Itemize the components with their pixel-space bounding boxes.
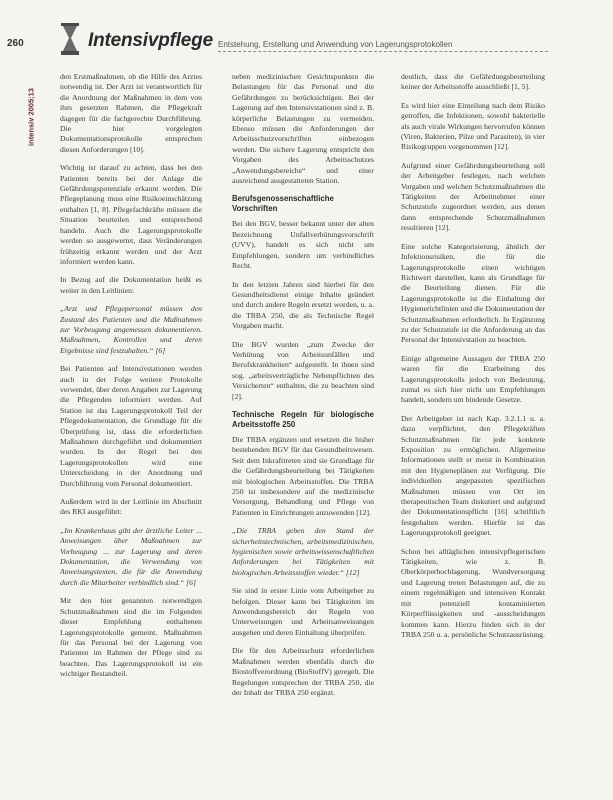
running-title: Entstehung, Erstellung und Anwendung von Lagerungsprotokollen xyxy=(218,40,453,49)
paragraph: Die BGV wurden „zum Zwecke der Verhütung von Arbeitsunfällen und Berufskrankheiten“ aufgestellt. In ihnen sind sog. „arbeitsverträgliche Nebenpflichten des Versicherten“ enthalten, die zu beachten sind [2]. xyxy=(232,339,374,401)
paragraph: In den letzten Jahren sind hierbei für den Gesundheitsdienst einige Inhalte geändert und durch andere Regeln ersetzt worden, u. a. die TRBA 250, die als Technische Regel Vorgaben macht. xyxy=(232,279,374,331)
paragraph: Schon bei alltäglichen intensivpflegerischen Tätigkeiten, wie z. B. Oberkörperhochlagerung, Wundversorgung und Lagerung treten Belastungen auf, die zu einem regelmäßigen und intensiven Kontakt mit potenziell kontaminierten Körperflüssigkeiten und -ausscheidungen kommen kann. Hierzu finden sich in der TRBA 250 u. a. persönliche Schutzausrüstung. xyxy=(401,546,545,639)
page-header xyxy=(0,0,613,62)
paragraph: Der Arbeitgeber ist nach Kap. 3.2.1.1 u. a. dazu verpflichtet, den Pflegekräften Schutzmaßnahmen für jede konkrete Exposition zu ermöglichen. Allgemeine Informationen stellt er meist in Kombination mit den Hygieneplänen zur Verfügung. Die individuellen angepassten spezifischen Maßnahmen müssen von Ort im therapeutischen Team diskutiert und aufgrund der Dokumentationspflicht [16] schriftlich festgehalten werden. Hierfür ist das Lagerungsprotokoll geeignet. xyxy=(401,413,545,538)
paragraph: Aufgrund einer Gefährdungsbeurteilung soll der Arbeitgeber festlegen, nach welchen Vorgaben und welchen Schutzmaßnahmen die Tätigkeiten der Arbeitnehmer einer Schutzstufe zugeordnet werden, aus denen dann entsprechende Schutzmaßnahmen resultieren [12]. xyxy=(401,160,545,233)
section-heading: Berufsgenossenschaftliche Vorschriften xyxy=(232,194,334,214)
paragraph: In Bezug auf die Dokumentation heißt es weiter in den Leitlinien: xyxy=(60,275,202,295)
paragraph: neben medizinischen Gesichtspunkten die Belastungen für das Personal und die Gefährdungen zu berücksichtigen. Bei der Lagerung auf den Intensivstationen sind z. B. körperliche Belastungen zu vermeiden. Ebenso müssen die Anforderungen der Arbeitsschutzvorschriften einbezogen werden. Die sichere Lagerung entspricht den Vorgaben des Arbeitsschutzes „Anwendungsbereiche“ und einer ausreichend ausgestatteten Station. xyxy=(232,72,374,186)
paragraph: deutlich, dass die Gefährdungsbeurteilung keiner der Arbeitsstoffe ausschließt [1, 5]. xyxy=(401,72,545,92)
paragraph: Die für den Arbeitsschutz erforderlichen Maßnahmen werden ebenfalls durch die Biostoffverordnung (BioStoffV) geregelt. Die Regelungen entsprechen der TRBA 250, die der Inhalt der TRBA 250 ergänzt. xyxy=(232,646,374,697)
paragraph: „Arzt und Pflegepersonal müssen den Zustand des Patienten und die Maßnahmen zur Vorbeugung angemessen dokumentieren. Maßnahmen, Kontrollen und deren Ergebnisse sind festzuhalten.“ [6] xyxy=(60,304,202,355)
paragraph: Außerdem wird in der Leitlinie im Abschnitt des RKI ausgeführt: xyxy=(60,497,202,517)
paragraph: Bei Patienten auf Intensivstationen werden auch in der Folge weitere Protokolle verwendet, über deren Angaben zur Lagerung die Pflegenden informiert werden. Auf Station ist das Lagerungsprotokoll Teil der Pflegedokumentation, die Grundlage für die Überprüfung ist, dass die erforderlichen Maßnahmen durchgeführt und dokumentiert wurden. In der Regel bei den Lagerungsprotokollen wird eine Unterscheidung in der Anordnung und Durchführung vom Personal dokumentiert. xyxy=(60,364,202,488)
hourglass-logo-icon xyxy=(58,22,82,56)
paragraph: „Die TRBA geben den Stand der sicherheitstechnischen, arbeitsmedizinischen, hygienischen sowie arbeitswissenschaftlichen Anforderungen bei Tätigkeiten mit biologischen Arbeitsstoffen wieder.“ [12] xyxy=(232,526,374,577)
paragraph: den Erstmaßnahmen, ob die Hilfe des Arztes notwendig ist. Der Arzt ist verantwortlich für die Anordnung der Maßnahmen in dem von ihm gesetzten Rahmen, die Pflegekraft dagegen für die fachgerechte Durchführung. Die hier vorgelegten Dokumentationsprotokolle entsprechen diesen Anforderungen [10]. xyxy=(60,72,202,154)
section-heading: Technische Regeln für biologische Arbeitsstoffe 250 xyxy=(232,409,374,429)
paragraph: Wichtig ist darauf zu achten, dass bei den Patienten bereits bei der Anlage die Gefährdungspotenziale erkannt werden. Die Pflegeplanung muss eine Risikoeinschätzung enthalten [1, 8]. Pflegefachkräfte müssen die Situation beurteilen und entsprechend handeln. Auch die Lagerungsprotokolle werden so ausgewertet, dass Veränderungen frühzeitig erkannt werden und der Arzt informiert werden kann. xyxy=(60,163,202,266)
paragraph: Eine solche Kategorisierung, ähnlich der Infektionsrisiken, die für die Lagerungsprotokolle einen wichtigen Richtwert darstellen, kann als Grundlage für die Beurteilung dienen. Für die Lagerungsprotokolle ist die Einhaltung der Hygienerichtlinien und die Dokumentation der Schutzmaßnahmen erforderlich. In Ergänzung zu der Schutzstufe ist die Anforderung an das Personal der Intensivstation zu beachten. xyxy=(401,241,545,345)
journal-citation: intensiv 2005;13 xyxy=(26,88,36,146)
page-number: 260 xyxy=(7,38,24,49)
text-column-3 xyxy=(401,72,545,794)
paragraph: Sie sind in erster Linie vom Arbeitgeber zu befolgen. Dieser kann bei Tätigkeiten im Anwendungsbereich der Regeln von Unterweisungen und Arbeitsanweisungen ausgehen und deren Einhaltung überprüfen. xyxy=(232,586,374,637)
brand-title: Intensivpflege xyxy=(88,30,213,51)
header-divider xyxy=(218,51,548,52)
paragraph: Es wird hier eine Einteilung nach dem Risiko getroffen, die Infektionen, sowohl bakterielle als auch virale Wirkungen hervorrufen können (Viren, Bakterien, Pilze und Parasiten), in vier Risikogruppen vorgenommen [12]. xyxy=(401,100,545,152)
paragraph: Die TRBA ergänzen und ersetzen die bisher bestehenden BGV für das Gesundheitswesen. Seit dem Inkrafttreten sind sie Grundlage für die Gefährdungsbeurteilung bei Tätigkeiten mit biologischen Arbeitsstoffen. Die TRBA 250 ist insbesondere auf die medizinische Versorgung, Behandlung und Pflege von Patienten in Einrichtungen anzuwenden [12]. xyxy=(232,434,374,517)
journal-side-label xyxy=(26,72,36,162)
paragraph: Bei den BGV, besser bekannt unter der alten Bezeichnung Unfallverhütungsvorschrift (UVV), handelt es sich nicht um Empfehlungen, sondern um verbindliches Recht. xyxy=(232,219,374,271)
text-column-1 xyxy=(60,72,202,794)
paragraph: Mit den hier genannten notwendigen Schutzmaßnahmen sind die im Folgenden dieser Empfehlung enthaltenen Lagerungsprotokolle gemeint. Maßnahmen für das Personal bei der Lagerung von Patienten im Rahmen der Pflege sind zu beachten. Das Lagerungsprotokoll ist ein wichtiger Bestandteil. xyxy=(60,596,202,679)
text-column-2 xyxy=(232,72,374,794)
paragraph: „Im Krankenhaus gibt der ärztliche Leiter ... Anweisungen über Maßnahmen zur Vorbeugung ... zur Lagerung und deren Dokumentation, die Verwendung von Anweisungstexten, die für die Anwendung durch die Mitarbeiter verbindlich sind.“ [6] xyxy=(60,525,202,587)
paragraph: Einige allgemeine Aussagen der TRBA 250 waren für die Erarbeitung des Lagerungsprotokolls jedoch von Bedeutung, zumal es sich hier nicht um Empfehlungen handelt, sondern um bindende Gesetze. xyxy=(401,353,545,405)
